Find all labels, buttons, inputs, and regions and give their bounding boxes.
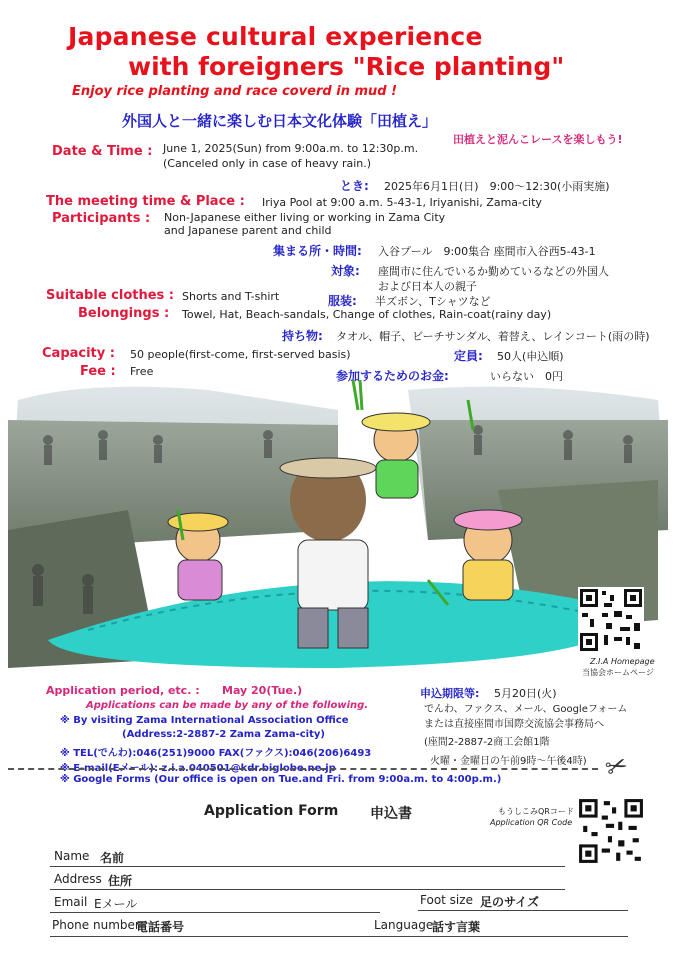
phone-jp-label: 電話番号 bbox=[136, 920, 185, 934]
application-address: (Address:2-2887-2 Zama Zama-city) bbox=[122, 729, 325, 740]
participants-jp-label: 対象: bbox=[331, 264, 360, 278]
belongings-jp-label: 持ち物: bbox=[282, 329, 323, 343]
jp-deadline-value: 5月20日(火) bbox=[494, 687, 557, 700]
foot-size-field[interactable] bbox=[418, 910, 628, 911]
application-period-value: May 20(Tue.) bbox=[222, 684, 303, 697]
title-line-2: with foreigners "Rice planting" bbox=[128, 52, 565, 81]
belongings-label: Belongings : bbox=[78, 306, 170, 321]
form-qr-caption-1: もうしこみQRコード bbox=[498, 807, 574, 816]
form-title-jp: 申込書 bbox=[370, 806, 412, 822]
phone-label: Phone number bbox=[52, 918, 140, 932]
email-field[interactable] bbox=[50, 912, 380, 913]
jp-deadline-label: 申込期限等: bbox=[420, 687, 480, 700]
participants-jp-value-1: 座間市に住んでいるか勤めているなどの外国人 bbox=[378, 265, 609, 278]
fee-label: Fee : bbox=[80, 364, 116, 379]
name-field[interactable] bbox=[50, 866, 565, 867]
capacity-jp-label: 定員: bbox=[454, 349, 483, 363]
cut-line bbox=[8, 768, 598, 770]
jp-apply-line-3: (座間2-2887-2商工会館1階 bbox=[424, 737, 550, 748]
language-jp-label: 話す言葉 bbox=[432, 920, 481, 934]
email-jp-label: Eメール bbox=[94, 897, 138, 911]
date-jp-value: 2025年6月1日(日) 9:00〜12:30(小雨実施) bbox=[384, 180, 610, 193]
capacity-value: 50 people(first-come, first-served basis) bbox=[130, 348, 351, 361]
jp-apply-line-2: または直接座間市国際交流協会事務局へ bbox=[424, 719, 604, 730]
belongings-jp-value: タオル、帽子、ビーチサンダル、着替え、レインコート(雨の時) bbox=[336, 330, 650, 343]
application-office: ※ By visiting Zama International Association Office bbox=[60, 715, 349, 726]
homepage-qr-code[interactable] bbox=[578, 587, 644, 653]
language-field[interactable] bbox=[372, 936, 628, 937]
application-period-label: Application period, etc. : bbox=[46, 684, 200, 697]
participants-jp-value-2: および日本人の親子 bbox=[378, 280, 477, 293]
japanese-title: 外国人と一緒に楽しむ日本文化体験「田植え」 bbox=[122, 112, 438, 130]
capacity-jp-value: 50人(申込順) bbox=[497, 350, 564, 363]
address-field[interactable] bbox=[50, 889, 565, 890]
form-qr-caption-2: Application QR Code bbox=[490, 818, 573, 827]
japanese-subtitle: 田植えと泥んこレースを楽しもう! bbox=[453, 133, 623, 146]
belongings-value: Towel, Hat, Beach-sandals, Change of clothes, Rain-coat(rainy day) bbox=[182, 308, 552, 321]
capacity-label: Capacity : bbox=[42, 346, 115, 361]
meeting-label: The meeting time & Place : bbox=[46, 194, 245, 209]
foot-size-label: Foot size bbox=[420, 893, 473, 907]
title-line-1: Japanese cultural experience bbox=[68, 22, 483, 51]
application-qr-code[interactable] bbox=[577, 797, 645, 865]
rice-planting-illustration bbox=[8, 380, 668, 668]
clothes-jp-value: 半ズボン、Tシャツなど bbox=[375, 295, 491, 308]
participants-value-1: Non-Japanese either living or working in Zama City bbox=[164, 211, 446, 224]
form-title: Application Form bbox=[204, 803, 339, 819]
meeting-value: Iriya Pool at 9:00 a.m. 5-43-1, Iriyanishi, Zama-city bbox=[262, 196, 542, 209]
jp-apply-line-4: 火曜・金曜日の午前9時〜午後4時) bbox=[430, 756, 587, 767]
application-forms: ※ Google Forms (Our office is open on Tue.and Fri. from 9:00a.m. to 4:00p.m.) bbox=[60, 774, 502, 785]
participants-value-2: and Japanese parent and child bbox=[164, 224, 332, 237]
clothes-label: Suitable clothes : bbox=[46, 288, 175, 303]
language-label: Language bbox=[374, 918, 434, 932]
date-value-2: (Canceled only in case of heavy rain.) bbox=[163, 157, 372, 170]
name-label: Name bbox=[54, 849, 90, 863]
homepage-qr-caption-1: Z.I.A Homepage bbox=[590, 657, 655, 666]
fee-jp-label: 参加するためのお金: bbox=[336, 369, 449, 383]
subtitle: Enjoy rice planting and race coverd in mud ! bbox=[72, 84, 398, 99]
clothes-jp-label: 服装: bbox=[328, 294, 357, 308]
application-email: ※ E-mail(Eメール): z.i.a.040501@kdr.biglobe.ne.jp bbox=[60, 763, 336, 774]
fee-value: Free bbox=[130, 365, 154, 378]
date-label: Date & Time : bbox=[52, 144, 153, 159]
clothes-value: Shorts and T-shirt bbox=[182, 290, 280, 303]
homepage-qr-caption-2: 当協会ホームページ bbox=[582, 668, 654, 677]
meeting-jp-value: 入谷プール 9:00集合 座間市入谷西5-43-1 bbox=[378, 245, 596, 258]
date-jp-label: とき: bbox=[340, 179, 369, 193]
date-value-1: June 1, 2025(Sun) from 9:00a.m. to 12:30p.m. bbox=[163, 142, 419, 155]
email-label: Email bbox=[54, 895, 88, 909]
phone-field[interactable] bbox=[50, 936, 380, 937]
address-label: Address bbox=[54, 872, 102, 886]
meeting-jp-label: 集まる所・時間: bbox=[273, 244, 362, 258]
application-tel: ※ TEL(でんわ):046(251)9000 FAX(ファクス):046(206)6493 bbox=[60, 748, 372, 759]
jp-apply-line-1: でんわ、ファクス、メール、Googleフォーム bbox=[424, 704, 628, 715]
scissors-icon: ✂ bbox=[601, 749, 633, 785]
application-intro: Applications can be made by any of the following. bbox=[86, 700, 369, 711]
foot-size-jp-label: 足のサイズ bbox=[480, 895, 540, 909]
fee-jp-value: いらない 0円 bbox=[490, 370, 563, 383]
participants-label: Participants : bbox=[52, 211, 151, 226]
name-jp-label: 名前 bbox=[100, 851, 125, 865]
address-jp-label: 住所 bbox=[108, 874, 133, 888]
